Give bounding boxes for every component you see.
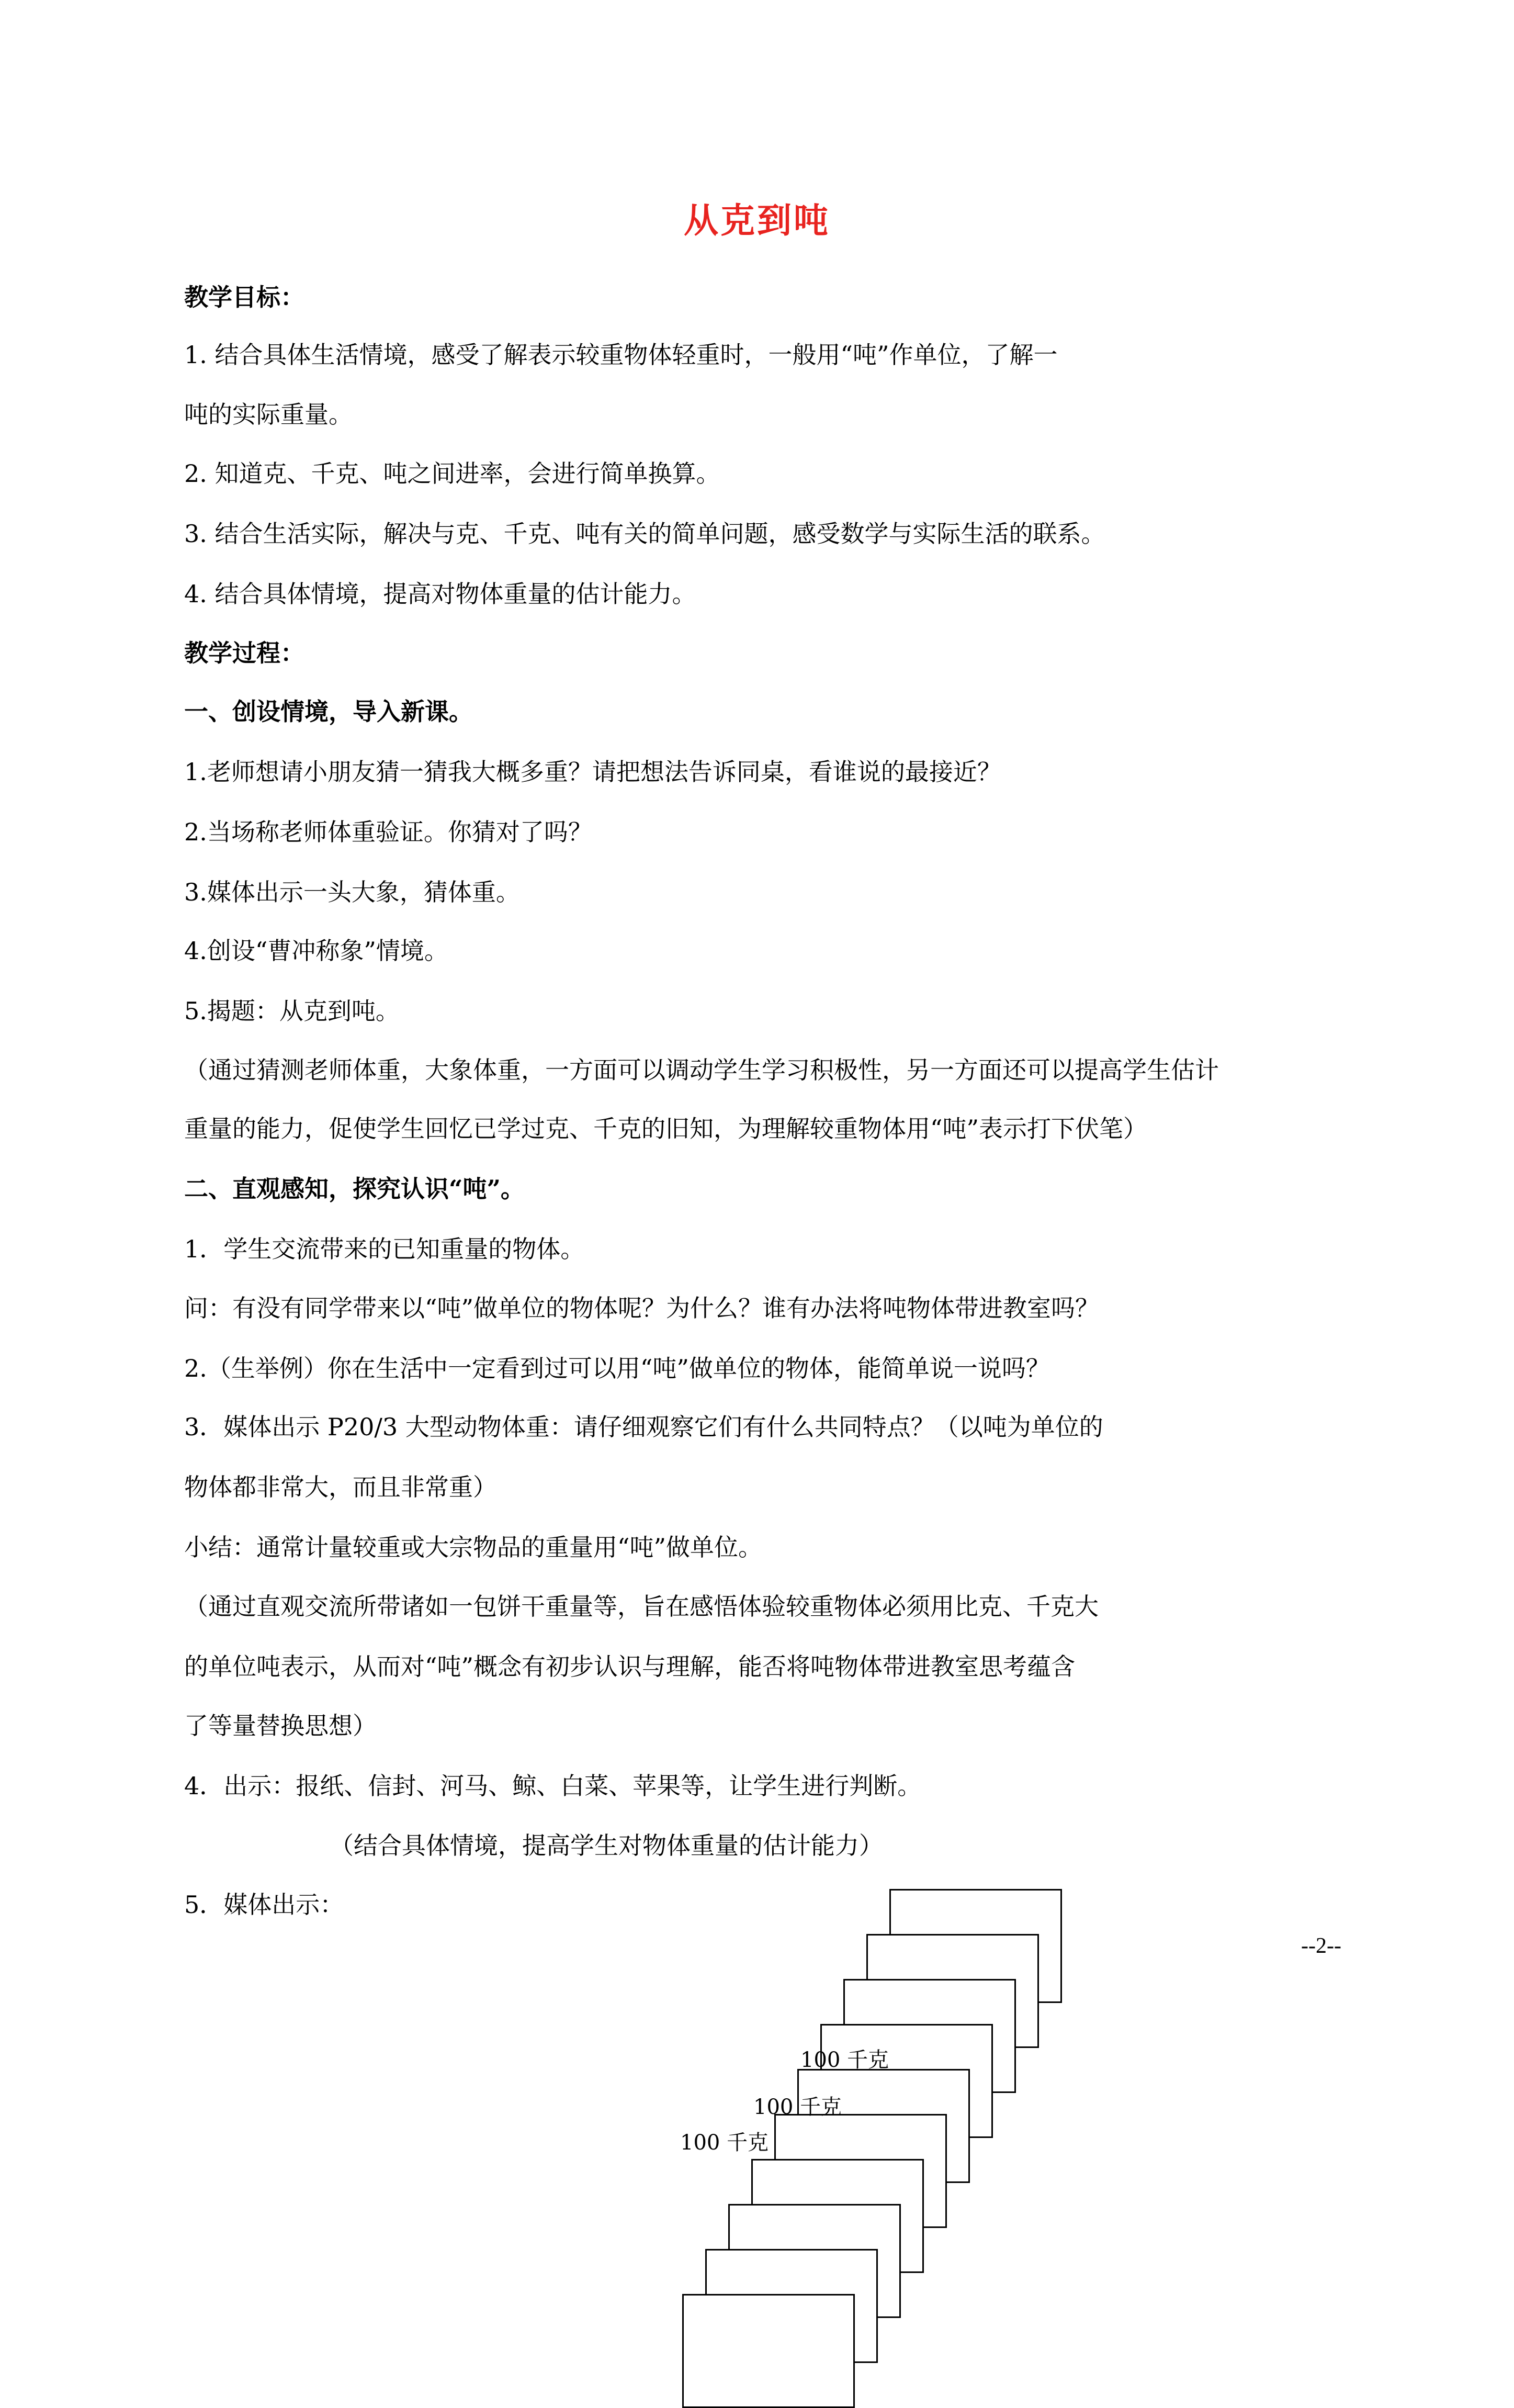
text-line: 3．媒体出示 P20/3 大型动物体重：请仔细观察它们有什么共同特点？（以吨为单位的 xyxy=(184,1413,1103,1441)
stack-card xyxy=(682,2294,855,2408)
text-line: （通过猜测老师体重，大象体重，一方面可以调动学生学习积极性，另一方面还可以提高学生估计 xyxy=(184,1056,1219,1084)
text-line: 2.当场称老师体重验证。你猜对了吗？ xyxy=(184,818,592,846)
text-line: 2.（生举例）你在生活中一定看到过可以用“吨”做单位的物体，能简单说一说吗？ xyxy=(184,1354,1050,1382)
text-line: 5．媒体出示： xyxy=(184,1891,344,1919)
text-line: 4.创设“曹冲称象”情境。 xyxy=(184,937,448,965)
text-line: （结合具体情境，提高学生对物体重量的估计能力） xyxy=(330,1831,883,1860)
text-line: 4．出示：报纸、信封、河马、鲸、白菜、苹果等，让学生进行判断。 xyxy=(184,1772,922,1800)
text-line: 重量的能力，促使学生回忆已学过克、千克的旧知，为理解较重物体用“吨”表示打下伏笔） xyxy=(184,1115,1148,1143)
text-line: 2. 知道克、千克、吨之间进率，会进行简单换算。 xyxy=(184,459,720,488)
text-line: 小结：通常计量较重或大宗物品的重量用“吨”做单位。 xyxy=(184,1533,763,1561)
text-line: （通过直观交流所带诸如一包饼干重量等，旨在感悟体验较重物体必须用比克、千克大 xyxy=(184,1592,1099,1621)
text-line: 教学目标： xyxy=(184,283,304,311)
text-line: 物体都非常大，而且非常重） xyxy=(184,1473,497,1501)
card-weight-label: 100 千克 xyxy=(800,2048,889,2072)
text-line: 吨的实际重量。 xyxy=(184,400,353,429)
text-line: 二、直观感知，探究认识“吨”。 xyxy=(184,1175,525,1203)
text-line: 5.揭题：从克到吨。 xyxy=(184,997,400,1025)
text-line: 3. 结合生活实际，解决与克、千克、吨有关的简单问题，感受数学与实际生活的联系。 xyxy=(184,520,1105,548)
text-line: 1.老师想请小朋友猜一猜我大概多重？请把想法告诉同桌，看谁说的最接近？ xyxy=(184,758,1001,786)
document-title: 从克到吨 xyxy=(684,200,830,241)
card-weight-label: 100 千克 xyxy=(680,2131,769,2155)
text-line: 的单位吨表示，从而对“吨”概念有初步认识与理解，能否将吨物体带进教室思考蕴含 xyxy=(184,1652,1076,1681)
page-number: --2-- xyxy=(1301,1934,1341,1958)
text-line: 问：有没有同学带来以“吨”做单位的物体呢？为什么？谁有办法将吨物体带进教室吗？ xyxy=(184,1294,1100,1322)
text-line: 教学过程： xyxy=(184,639,304,667)
text-line: 了等量替换思想） xyxy=(184,1712,377,1740)
text-line: 3.媒体出示一头大象，猜体重。 xyxy=(184,878,520,906)
text-line: 一、创设情境，导入新课。 xyxy=(184,697,473,726)
text-line: 4. 结合具体情境，提高对物体重量的估计能力。 xyxy=(184,580,696,608)
text-line: 1．学生交流带来的已知重量的物体。 xyxy=(184,1235,585,1263)
card-weight-label: 100 千克 xyxy=(753,2095,842,2119)
text-line: 1. 结合具体生活情境，感受了解表示较重物体轻重时，一般用“吨”作单位，了解一 xyxy=(184,341,1058,369)
